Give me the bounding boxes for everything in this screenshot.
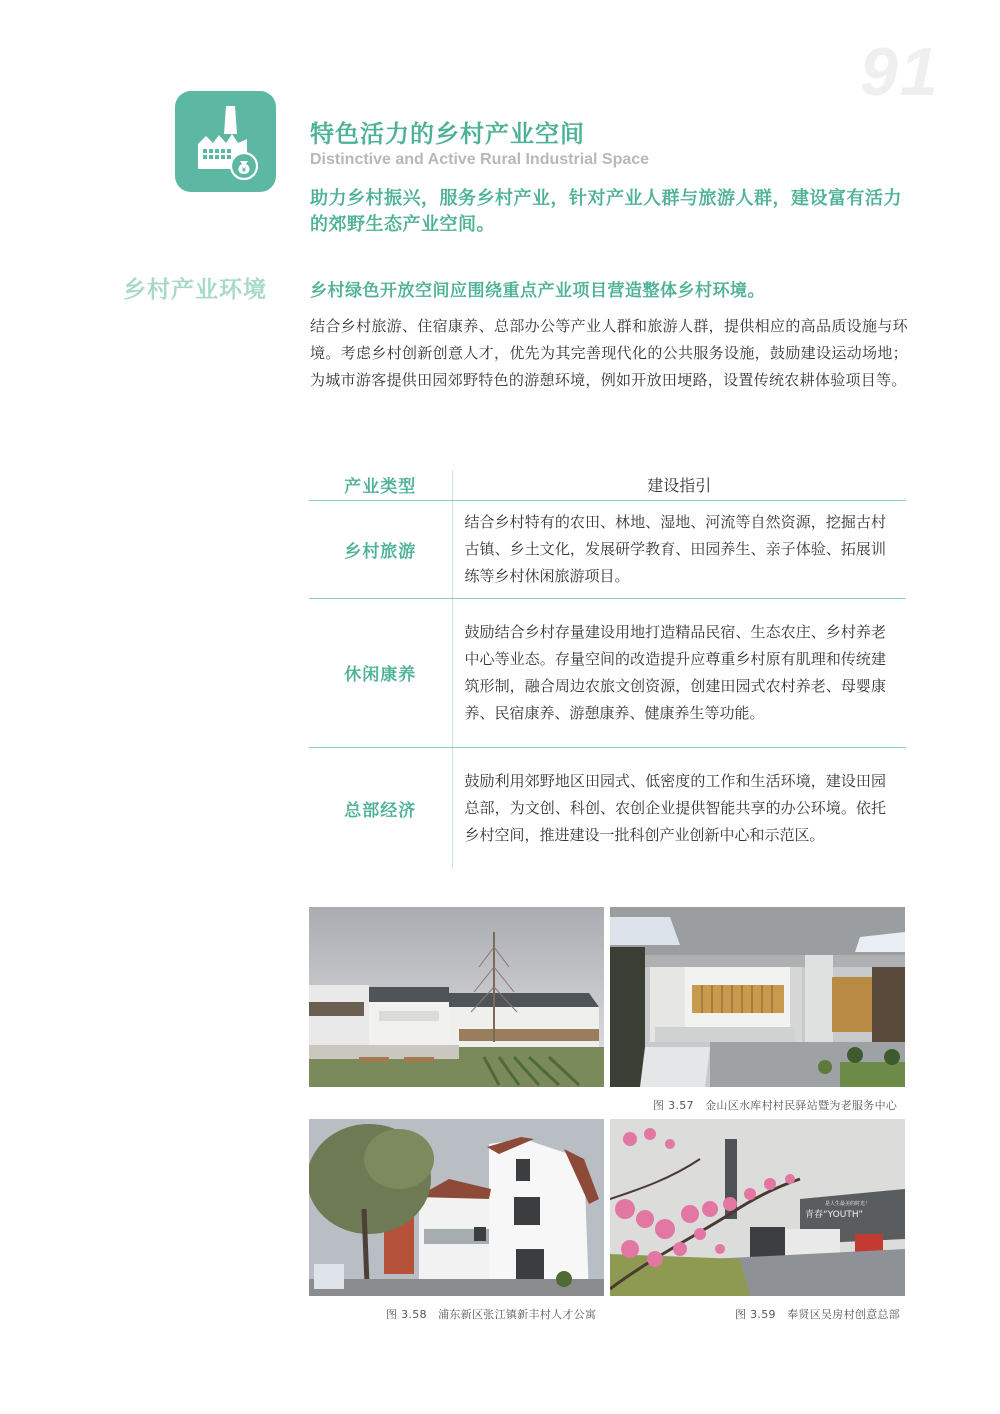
svg-text:¥: ¥ [241, 167, 247, 174]
factory-with-money-bag-icon [175, 91, 276, 192]
section-title: 特色活力的乡村产业空间 [310, 120, 585, 148]
photo-creative-headquarters [610, 1119, 905, 1296]
youth-slogan-text: 是人生最美的时光！ [825, 1201, 871, 1207]
photo-village-service-center-corridor [610, 907, 905, 1087]
section-lead: 助力乡村振兴，服务乡村产业，针对产业人群与旅游人群，建设富有活力的郊野生态产业空间。 [310, 188, 902, 235]
sub-heading: 乡村绿色开放空间应围绕重点产业项目营造整体乡村环境。 [310, 281, 765, 301]
section-subtitle: Distinctive and Active Rural Industrial Space [310, 151, 650, 168]
side-heading: 乡村产业环境 [123, 277, 267, 303]
youth-sign-text: 青春“YOUTH” [805, 1210, 863, 1220]
row-type: 休闲康养 [309, 598, 452, 747]
industry-guide-table [309, 470, 906, 869]
row-type: 总部经济 [309, 747, 452, 869]
row-type: 乡村旅游 [309, 500, 452, 598]
row-guide: 鼓励结合乡村存量建设用地打造精品民宿、生态农庄、乡村养老中心等业态。存量空间的改造提升应尊重乡村原有肌理和传统建筑形制，融合周边农旅文创资源，创建田园式农村养老、母婴康养、民宿康养、游憩康养、健康养生等功能。 [452, 598, 906, 747]
photo-village-service-center-courtyard [309, 907, 604, 1087]
header-industry-type: 产业类型 [309, 470, 452, 500]
table-header-row [309, 470, 906, 500]
page-number: 91 [860, 34, 940, 110]
row-guide: 鼓励利用郊野地区田园式、低密度的工作和生活环境，建设田园总部，为文创、科创、农创企业提供智能共享的办公环境。依托乡村空间，推进建设一批科创产业创新中心和示范区。 [464, 771, 886, 844]
photo-talent-apartment [309, 1119, 604, 1296]
header-construction-guide: 建设指引 [452, 470, 906, 500]
table-row [309, 598, 906, 747]
body-paragraph: 结合乡村旅游、住宿康养、总部办公等产业人群和旅游人群，提供相应的高品质设施与环境。考虑乡村创新创意人才，优先为其完善现代化的公共服务设施，鼓励建设运动场地；为城市游客提供田园郊野特色的游憩环境，例如开放田埂路，设置传统农耕体验项目等。 [310, 317, 908, 389]
figure-caption-3-59: 图 3.59 奉贤区吴房村创意总部 [735, 1308, 901, 1321]
figure-caption-3-58: 图 3.58 浦东新区张江镇新丰村人才公寓 [386, 1308, 597, 1321]
table-row [309, 747, 906, 869]
row-guide: 结合乡村特有的农田、林地、湿地、河流等自然资源，挖掘古村古镇、乡土文化，发展研学教育、田园养生、亲子体验、拓展训练等乡村休闲旅游项目。 [452, 500, 906, 598]
figure-caption-3-57: 图 3.57 金山区水库村村民驿站暨为老服务中心 [653, 1099, 898, 1112]
table-row [309, 500, 906, 598]
